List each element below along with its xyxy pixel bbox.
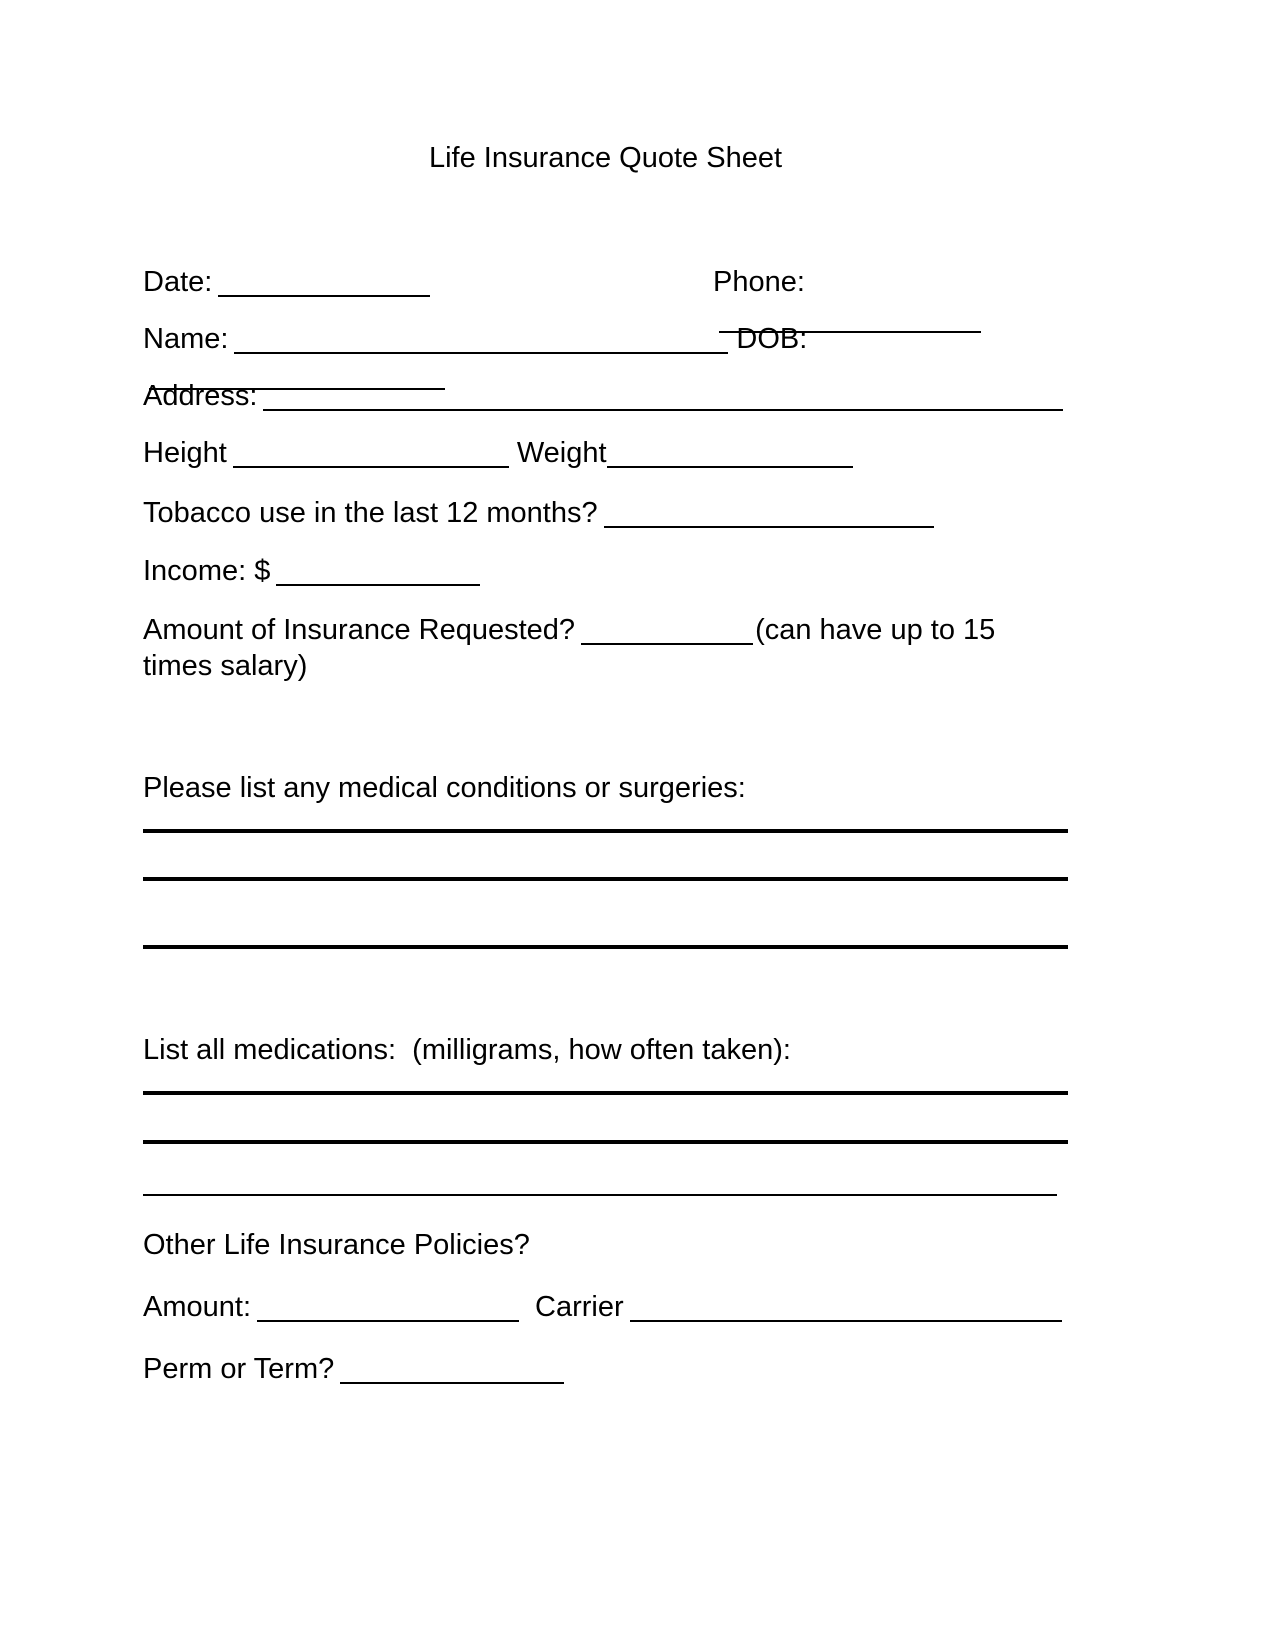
medical-section-row: [143, 770, 1068, 806]
income-label: Income: $: [143, 555, 271, 587]
other-amount-field[interactable]: [257, 1291, 519, 1322]
medications-write-line-3[interactable]: [143, 1194, 1057, 1196]
amount-requested-label: Amount of Insurance Requested?: [143, 614, 576, 646]
height-field[interactable]: [233, 437, 509, 468]
perm-or-term-field[interactable]: [340, 1353, 564, 1384]
tobacco-label: Tobacco use in the last 12 months?: [143, 497, 598, 529]
date-field[interactable]: [218, 266, 430, 297]
date-label: Date:: [143, 266, 213, 298]
medical-write-line-2[interactable]: [143, 877, 1068, 881]
carrier-field[interactable]: [630, 1291, 1062, 1322]
perm-or-term-row: [143, 1351, 1068, 1387]
medications-write-line-1[interactable]: [143, 1091, 1068, 1095]
height-label: Height: [143, 437, 227, 469]
amount-requested-row: [143, 612, 1068, 684]
medical-section-label: Please list any medical conditions or surgeries:: [143, 772, 746, 804]
phone-label: Phone:: [713, 266, 805, 298]
income-field[interactable]: [276, 555, 480, 586]
address-field[interactable]: [263, 380, 1063, 411]
medical-write-line-3[interactable]: [143, 945, 1068, 949]
medications-section-label: List all medications: (milligrams, how often taken):: [143, 1034, 791, 1066]
carrier-label: Carrier: [535, 1291, 624, 1323]
tobacco-field[interactable]: [604, 497, 934, 528]
other-policies-label: Other Life Insurance Policies?: [143, 1229, 530, 1261]
weight-field[interactable]: [607, 437, 853, 468]
name-field[interactable]: [234, 323, 728, 354]
perm-or-term-label: Perm or Term?: [143, 1353, 335, 1385]
amount-carrier-row: [143, 1289, 1068, 1325]
date-field-group: [143, 264, 430, 300]
height-weight-row: [143, 435, 1068, 471]
address-row: [143, 378, 1068, 414]
tobacco-row: [143, 495, 1068, 531]
address-label: Address:: [143, 380, 258, 412]
name-label: Name:: [143, 323, 229, 355]
income-row: [143, 553, 1068, 589]
other-amount-label: Amount:: [143, 1291, 251, 1323]
medical-write-line-1[interactable]: [143, 829, 1068, 833]
weight-label: Weight: [516, 437, 607, 469]
page-title: Life Insurance Quote Sheet: [428, 142, 783, 174]
other-policies-row: [143, 1227, 1068, 1263]
medications-write-line-2[interactable]: [143, 1140, 1068, 1144]
dob-label: DOB:: [736, 323, 808, 355]
medications-section-row: [143, 1032, 1068, 1068]
amount-requested-note: (can have up to 15 times salary): [143, 614, 1004, 682]
amount-requested-field[interactable]: [581, 614, 753, 645]
